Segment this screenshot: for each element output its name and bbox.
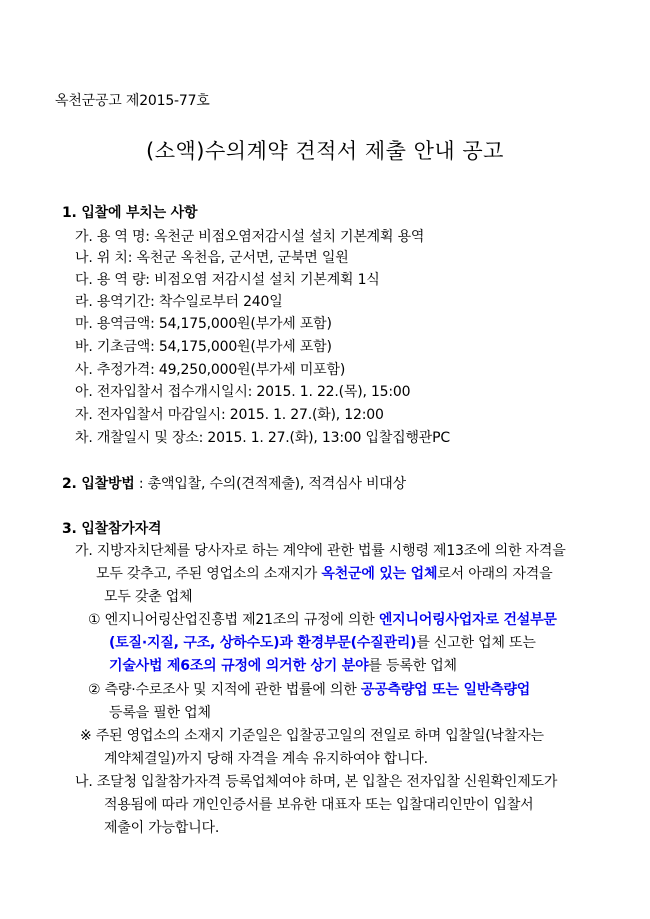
- section3-na-line2: 적용됨에 따라 개인인증서를 보유한 대표자 또는 입찰대리인만이 입찰서: [104, 797, 534, 813]
- section1-item-ga: 가. 용 역 명: 옥천군 비점오염저감시설 설치 기본계획 용역: [75, 229, 425, 245]
- section3-sub2-line1-highlight: 공공측량업 또는 일반측량업: [360, 682, 531, 698]
- section2-text: 총액입찰, 수의(견적제출), 적격심사 비대상: [147, 476, 406, 492]
- section3-ga-line2-highlight: 옥천군에 있는 업체: [321, 566, 438, 582]
- section3-sub1-line1: [88, 611, 557, 629]
- section3-na-line1: 나. 조달청 입찰참가자격 등록업체여야 하며, 본 입찰은 전자입찰 신원확인제도가: [75, 774, 558, 790]
- section1-heading: 1. 입찰에 부치는 사항: [62, 205, 198, 221]
- section1-item-ra: 라. 용역기간: 착수일로부터 240일: [75, 294, 283, 310]
- section1-item-na: 나. 위 치: 옥천군 옥천읍, 군서면, 군북면 일원: [75, 250, 349, 266]
- section3-sub1-line2: [109, 634, 536, 652]
- section2-separator: :: [134, 476, 148, 492]
- section3-sub1-line3-post: 를 등록한 업체: [368, 658, 457, 674]
- section3-na-line3: 제출이 가능합니다.: [104, 820, 220, 836]
- section3-sub1-line3: [109, 657, 457, 675]
- section3-heading: 3. 입찰참가자격: [62, 521, 162, 537]
- section1-item-a: 아. 전자입찰서 접수개시일시: 2015. 1. 22.(목), 15:00: [75, 384, 411, 400]
- section3-sub2-line2: 등록을 필한 업체: [109, 705, 211, 721]
- section3-sub1-line2-highlight: (토질·지질, 구조, 상하수도)과 환경부문(수질관리): [109, 635, 417, 651]
- section2-heading: 2. 입찰방법: [62, 476, 135, 492]
- section3-sub2-line1-pre: ② 측량·수로조사 및 지적에 관한 법률에 의한: [88, 682, 361, 698]
- section1-item-cha: 차. 개찰일시 및 장소: 2015. 1. 27.(화), 13:00 입찰집행관PC: [75, 430, 450, 446]
- notice-number: 옥천군공고 제2015-77호: [55, 93, 210, 109]
- section3-ga-line3: 모두 갖춘 업체: [104, 589, 193, 605]
- section3-ga-line2-pre: 모두 갖추고, 주된 영업소의 소재지가: [96, 566, 322, 582]
- section3-note-line1: ※ 주된 영업소의 소재지 기준일은 입찰공고일의 전일로 하며 입찰일(낙찰자는: [80, 728, 544, 744]
- section2-line: [62, 475, 406, 493]
- section3-ga-line2: [96, 565, 552, 583]
- section3-ga-line1: 가. 지방자치단체를 당사자로 하는 계약에 관한 법률 시행령 제13조에 의한 자격을: [75, 543, 566, 559]
- section1-item-da: 다. 용 역 량: 비점오염 저감시설 설치 기본계획 1식: [75, 272, 380, 288]
- section3-sub2-line1: [88, 681, 530, 699]
- section3-sub1-line1-highlight: 엔지니어링사업자로 건설부문: [378, 612, 557, 628]
- section1-item-ma: 마. 용역금액: 54,175,000원(부가세 포함): [75, 316, 332, 332]
- section1-item-ja: 자. 전자입찰서 마감일시: 2015. 1. 27.(화), 12:00: [75, 407, 384, 423]
- section1-item-sa: 사. 추정가격: 49,250,000원(부가세 미포함): [75, 362, 346, 378]
- section3-sub1-line2-post: 를 신고한 업체 또는: [416, 635, 536, 651]
- section3-sub1-line1-pre: ① 엔지니어링산업진흥법 제21조의 규정에 의한: [88, 612, 379, 628]
- section3-note-line2: 계약체결일)까지 당해 자격을 계속 유지하여야 합니다.: [104, 751, 428, 767]
- section3-ga-line2-post: 로서 아래의 자격을: [437, 566, 553, 582]
- section1-item-ba: 바. 기초금액: 54,175,000원(부가세 포함): [75, 339, 332, 355]
- page-title: (소액)수의계약 견적서 제출 안내 공고: [146, 139, 504, 163]
- section3-sub1-line3-highlight: 기술사법 제6조의 규정에 의거한 상기 분야: [109, 658, 369, 674]
